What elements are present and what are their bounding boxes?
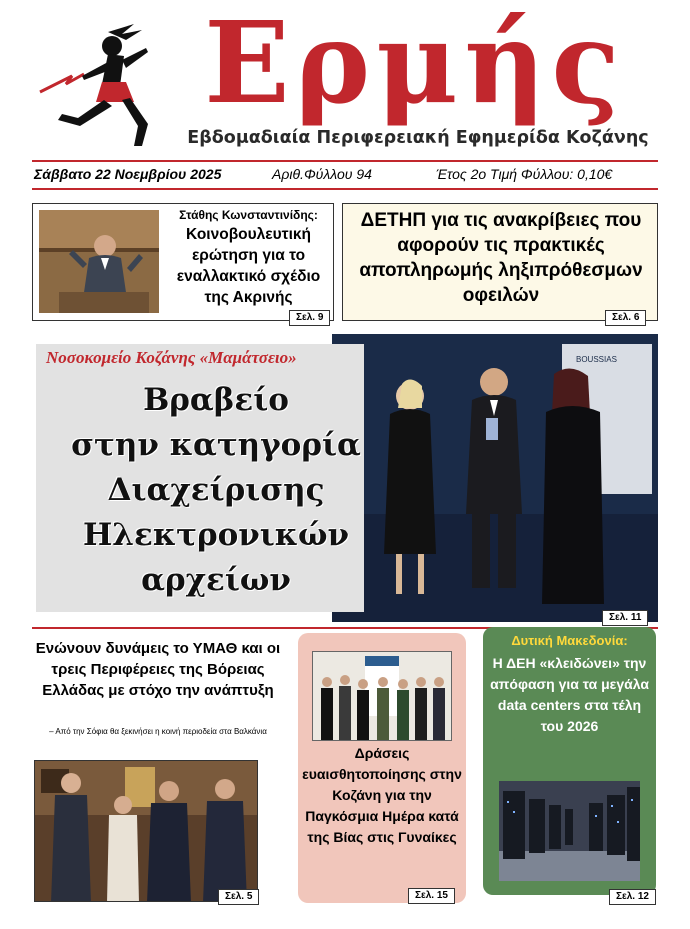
page-reference[interactable]: Σελ. 15 xyxy=(408,888,455,904)
issue-year-price: Έτος 2ο Τιμή Φύλλου: 0,10€ xyxy=(436,166,613,182)
story-photo-officials xyxy=(34,760,258,902)
lead-story-hospital-award[interactable] xyxy=(32,334,658,622)
story-headline: Δράσεις ευαισθητοποίησης στην Κοζάνη για την Παγκόσμια Ημέρα κατά της Βίας στις Γυναίκες xyxy=(302,745,462,845)
issue-date: Σάββατο 22 Νοεμβρίου 2025 xyxy=(34,166,222,182)
lead-headline xyxy=(46,378,386,603)
newspaper-subtitle: Εβδομαδιαία Περιφερειακή Εφημερίδα Κοζάνης xyxy=(187,128,649,148)
lead-headline-line: Βραβείο xyxy=(143,382,289,418)
page-reference[interactable]: Σελ. 5 xyxy=(218,889,259,905)
page-reference[interactable]: Σελ. 12 xyxy=(609,889,656,905)
newspaper-title: Ερμής xyxy=(204,0,626,129)
story-konstantinidis[interactable] xyxy=(32,203,334,321)
story-dei-data-centers[interactable] xyxy=(483,627,656,902)
story-photo-server-racks xyxy=(499,781,640,881)
story-headline: Η ΔΕΗ «κλειδώνει» την απόφαση για τα μεγάλα data centers στα τέλη του 2026 xyxy=(490,655,649,734)
story-photo-parliament xyxy=(39,210,159,313)
lead-headline-line: Διαχείρισης xyxy=(107,472,325,508)
page-reference[interactable]: Σελ. 9 xyxy=(289,310,330,326)
story-headline: Ενώνουν δυνάμεις το ΥΜΑΘ και οι τρεις Περιφέρειες της Βόρειας Ελλάδας με στόχο την ανάπτυξη xyxy=(35,640,281,699)
masthead-rule-bottom xyxy=(32,188,658,190)
story-dek: – Από την Σόφια θα ξεκινήσει η κοινή περιοδεία στα Βαλκάνια xyxy=(49,727,267,736)
page-reference[interactable]: Σελ. 6 xyxy=(605,310,646,326)
lead-headline-line: Ηλεκτρονικών xyxy=(82,517,350,553)
story-photo-event-group xyxy=(312,651,452,741)
page-reference[interactable]: Σελ. 11 xyxy=(602,610,648,626)
event-sign-text: BOUSSIAS xyxy=(576,355,617,364)
lead-headline-line: αρχείων xyxy=(141,562,291,598)
issue-number: Αριθ.Φύλλου 94 xyxy=(272,166,372,182)
story-headline: ΔΕΤΗΠ για τις ανακρίβειες που αφορούν τις πρακτικές αποπληρωμής ληξιπρόθεσμων οφειλών xyxy=(359,210,643,306)
lead-kicker: Νοσοκομείο Κοζάνης «Μαμάτσειο» xyxy=(46,348,297,367)
story-violence-awareness[interactable] xyxy=(298,633,466,903)
story-detip[interactable] xyxy=(342,203,658,321)
hermes-runner-icon xyxy=(38,22,168,150)
lead-headline-line: στην κατηγορία xyxy=(71,427,361,463)
story-kicker: Στάθης Κωνσταντινίδης: xyxy=(179,208,318,222)
story-headline: Κοινοβουλευτική ερώτηση για το εναλλακτικό σχέδιο της Ακρινής xyxy=(176,226,321,306)
masthead-rule-top xyxy=(32,160,658,162)
masthead xyxy=(0,0,690,160)
story-kicker: Δυτική Μακεδονία: xyxy=(511,633,628,648)
